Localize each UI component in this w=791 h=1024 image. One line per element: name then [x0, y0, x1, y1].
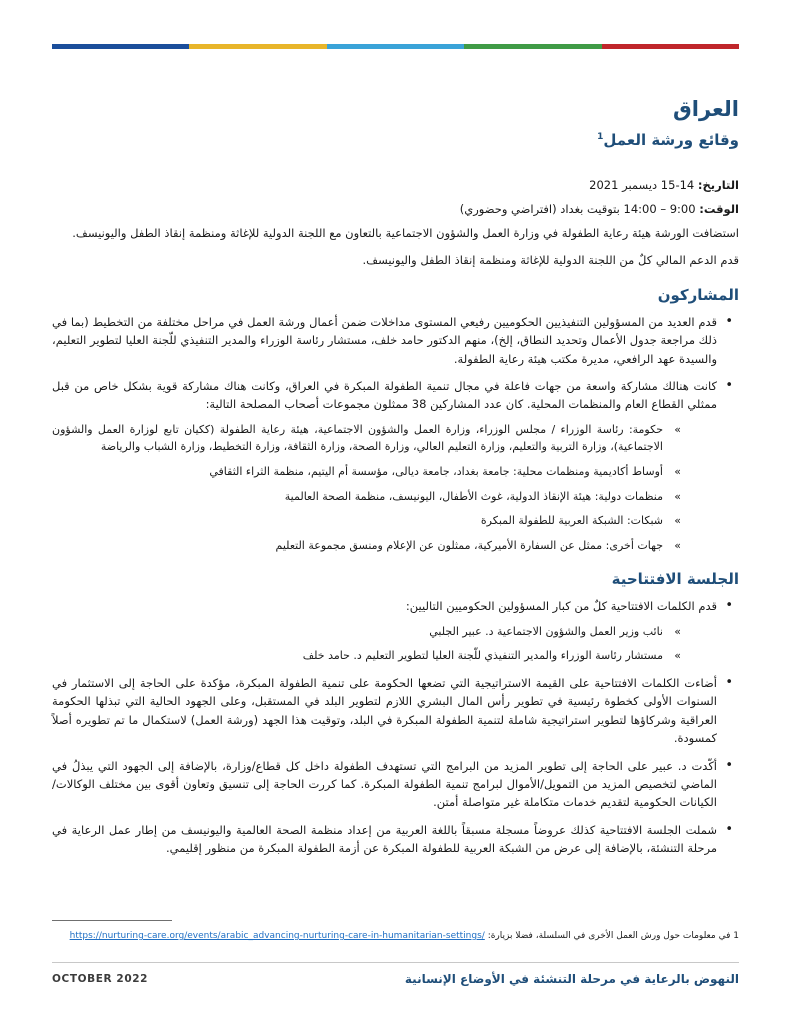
color-bar-segment-blue — [327, 44, 464, 49]
footnote-link[interactable]: https://nurturing-care.org/events/arabic_advancing-nurturing-care-in-humanitarian-settings/ — [69, 931, 485, 941]
bullet-text: كانت هنالك مشاركة واسعة من جهات فاعلة في مجال تنمية الطفولة المبكرة في العراق، وكانت هناك مشاركة قوية بشكل خاص من قبل ممثلي القطاع العام والمنظمات المحلية. كان عدد المشاركين 38 ممثلون مجموعات أصحاب المصلحة التالية: — [52, 379, 717, 412]
participants-bullet-list — [52, 313, 739, 555]
list-item — [52, 757, 739, 812]
meta-date-value: 14-15 ديسمبر 2021 — [589, 177, 695, 192]
opening-session-bullet-list — [52, 597, 739, 857]
speakers-sub-list — [52, 623, 683, 665]
page-subtitle — [52, 131, 739, 151]
list-item — [52, 821, 739, 858]
footnote-text: في معلومات حول ورش العمل الأخرى في السلسلة، فضلا بزيارة: — [487, 931, 731, 941]
footnote-separator — [52, 920, 172, 921]
color-bar-segment-yellow — [189, 44, 326, 49]
bullet-text: قدم الكلمات الافتتاحية كلٌ من كبار المسؤولين الحكوميين التاليين: — [405, 599, 717, 614]
list-item — [52, 597, 739, 665]
stakeholder-sub-list — [52, 421, 683, 555]
document-content — [52, 96, 739, 867]
sub-list-wrapper — [52, 623, 717, 665]
color-bar-segment-green — [464, 44, 601, 49]
sub-list-wrapper — [52, 421, 717, 555]
footnote — [52, 930, 739, 944]
bullet-text: شملت الجلسة الافتتاحية كذلك عروضاً مسجلة مسبقاً باللغة العربية من إعداد منظمة الصحة العالمية واليونيسف من إطار عمل الرعاية في مرحلة التنشئة، بالإضافة إلى عرض من الشبكة العربية للطفولة المبكرة عن أزمة الطفولة المبكرة من منظور إقليمي. — [52, 822, 717, 856]
bullet-text: أكّدت د. عبير على الحاجة إلى تطوير المزيد من البرامج التي تستهدف الطفولة داخل كل قطاع/وزارة، بالإضافة إلى الجهود التي يبذلُ في الماضي لتخصيص المزيد من التمويل/الأموال لبرامج تنمية الطفولة المبكرة. كما كررت الحاجة إلى تنسيق وتعاون أقوى بين مختلف الوكالات/ الكيانات الحكومية لتقديم خدمات متكاملة غير متواصلة أمتن. — [52, 758, 717, 810]
page-footer — [52, 972, 739, 986]
bullet-text: قدم العديد من المسؤولين التنفيذيين الحكوميين رفيعي المستوى مداخلات ضمن أعمال ورشة العمل في مراحل مختلفة من التخطيط (بما في ذلك مراجعة جدول الأعمال وتحديد النطاق، إلخ)، منهم الدكتور حامد خلف، مستشار رئاسة الوزراء والمدير التنفيذي للّجنة العليا لتطوير التعليم، والسيدة عهد الرافعي، مديرة مكتب هيئة رعاية الطفولة. — [52, 314, 717, 366]
list-item: » مستشار رئاسة الوزراء والمدير التنفيذي للّجنة العليا لتطوير التعليم د. حامد خلف — [52, 647, 683, 665]
footer-date: OCTOBER 2022 — [52, 973, 149, 985]
intro-paragraph-2: قدم الدعم المالي كلٌ من اللجنة الدولية للإغاثة ومنظمة إنقاذ الطفل واليونيسف. — [362, 253, 739, 268]
meta-time-value: 9:00 – 14:00 بتوقيت بغداد (افتراضي وحضوري) — [459, 202, 696, 217]
brand-color-bar — [52, 44, 739, 49]
footer-separator — [52, 962, 739, 963]
color-bar-segment-red — [602, 44, 739, 49]
meta-date-label: التاريخ: — [697, 177, 739, 192]
color-bar-segment-navy — [52, 44, 189, 49]
list-item — [52, 377, 739, 554]
list-item — [52, 674, 739, 748]
list-item: » جهات أخرى: ممثل عن السفارة الأميركية، ممثلون عن الإعلام ومنسق مجموعة التعليم — [52, 537, 683, 555]
footer-series-title: النهوض بالرعاية في مرحلة التنشئة في الأوضاع الإنسانية — [404, 972, 739, 986]
section-heading-opening-session: الجلسة الافتتاحية — [611, 570, 739, 589]
list-item — [52, 313, 739, 368]
page-subtitle-text: وقائع ورشة العمل — [603, 131, 739, 150]
list-item: » شبكات: الشبكة العربية للطفولة المبكرة — [52, 512, 683, 530]
page-title: العراق — [673, 97, 739, 121]
footnote-marker: 1 — [597, 132, 604, 143]
meta-time — [52, 201, 739, 218]
list-item: » منظمات دولية: هيئة الإنقاذ الدولية، غوث الأطفال، اليونيسف، منظمة الصحة العالمية — [52, 488, 683, 506]
section-heading-participants: المشاركون — [657, 285, 739, 304]
list-item: » أوساط أكاديمية ومنظمات محلية: جامعة بغداد، جامعة ديالى، مؤسسة أم اليتيم، منظمة الثراء الثقافي — [52, 463, 683, 481]
meta-time-label: الوقت: — [699, 202, 739, 217]
list-item: » حكومة: رئاسة الوزراء / مجلس الوزراء، وزارة العمل والشؤون الاجتماعية، هيئة رعاية الطفولة (ككيان تابع لوزارة العمل والشؤون الاجتماعية)، وزارة التربية والتعليم، وزارة التعليم العالي، وزارة الصحة، وزارة الثقافة، وزارة التخطيط، وزارة الشباب والرياضة — [52, 421, 683, 456]
intro-paragraph-1: استضافت الورشة هيئة رعاية الطفولة في وزارة العمل والشؤون الاجتماعية بالتعاون مع اللجنة الدولية للإغاثة ومنظمة إنقاذ الطفل واليونيسف. — [72, 226, 739, 241]
list-item: » نائب وزير العمل والشؤون الاجتماعية د. عبير الجلبي — [52, 623, 683, 641]
meta-date — [52, 177, 739, 194]
footnote-number: 1 — [733, 931, 739, 941]
bullet-text: أضاءت الكلمات الافتتاحية على القيمة الاستراتيجية التي تضعها الحكومة على تنمية الطفولة المبكرة، مؤكدة على الحاجة إلى الاستثمار في السنوات الأولى كخطوة رئيسية في تطوير رأس المال البشري اللازم لتطوير البلد في المستقبل، وعلى الجهود الحالية التي تبذلها الحكومة العراقية وشركاؤها لتطوير استراتيجية شاملة لتنمية الطفولة المبكرة في البلد، وتوقيت هذا الجهد (ورشة العمل) لاستكمال ما تم تطويره أصلاً كمسودة. — [52, 676, 717, 746]
